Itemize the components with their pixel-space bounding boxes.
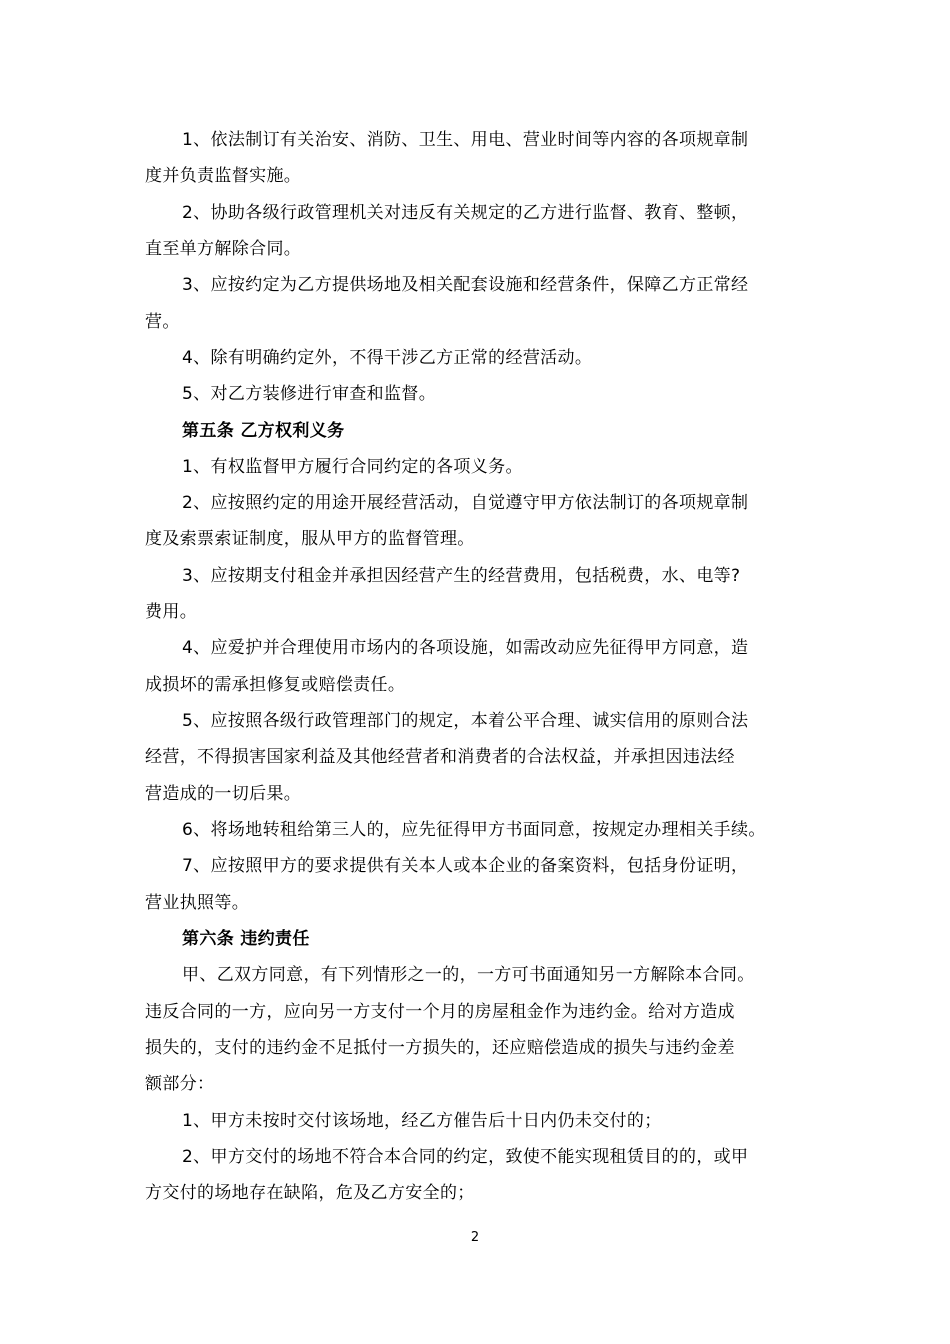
text-line: 方交付的场地存在缺陷，危及乙方安全的；: [145, 1183, 475, 1203]
text-line: 营造成的一切后果。: [145, 784, 302, 804]
text-line: 2、协助各级行政管理机关对违反有关规定的乙方进行监督、教育、整顿，: [182, 203, 749, 223]
text-line: 7、应按照甲方的要求提供有关本人或本企业的备案资料，包括身份证明，: [182, 856, 749, 876]
text-line: 营业执照等。: [145, 893, 250, 913]
text-line: 甲、乙双方同意，有下列情形之一的，一方可书面通知另一方解除本合同。: [182, 965, 755, 985]
text-line: 营。: [145, 312, 180, 332]
text-line: 直至单方解除合同。: [145, 239, 302, 259]
text-line: 费用。: [145, 602, 198, 622]
text-line: 2、甲方交付的场地不符合本合同的约定，致使不能实现租赁目的的，或甲: [182, 1147, 749, 1167]
page-number: 2: [470, 1230, 480, 1245]
section-heading-article-5: 第五条 乙方权利义务: [182, 421, 345, 441]
text-line: 度及索票索证制度，服从甲方的监督管理。: [145, 529, 475, 549]
text-line: 1、甲方未按时交付该场地，经乙方催告后十日内仍未交付的；: [182, 1111, 662, 1131]
text-line: 5、应按照各级行政管理部门的规定，本着公平合理、诚实信用的原则合法: [182, 711, 749, 731]
text-line: 经营，不得损害国家利益及其他经营者和消费者的合法权益，并承担因违法经: [145, 747, 735, 767]
text-line: 3、应按约定为乙方提供场地及相关配套设施和经营条件，保障乙方正常经: [182, 275, 749, 295]
text-line: 1、有权监督甲方履行合同约定的各项义务。: [182, 457, 523, 477]
text-line: 成损坏的需承担修复或赔偿责任。: [145, 675, 406, 695]
text-line: 6、将场地转租给第三人的，应先征得甲方书面同意，按规定办理相关手续。: [182, 820, 766, 840]
text-line: 4、应爱护并合理使用市场内的各项设施，如需改动应先征得甲方同意，造: [182, 638, 749, 658]
text-line: 4、除有明确约定外，不得干涉乙方正常的经营活动。: [182, 348, 593, 368]
text-line: 5、对乙方装修进行审查和监督。: [182, 384, 437, 404]
text-line: 度并负责监督实施。: [145, 166, 302, 186]
text-line: 2、应按照约定的用途开展经营活动，自觉遵守甲方依法制订的各项规章制: [182, 493, 749, 513]
text-line: 3、应按期支付租金并承担因经营产生的经营费用，包括税费，水、电等?: [182, 566, 741, 586]
text-line: 额部分：: [145, 1074, 215, 1094]
section-heading-article-6: 第六条 违约责任: [182, 929, 310, 949]
text-line: 违反合同的一方，应向另一方支付一个月的房屋租金作为违约金。给对方造成: [145, 1002, 735, 1022]
text-line: 损失的，支付的违约金不足抵付一方损失的，还应赔偿造成的损失与违约金差: [145, 1038, 735, 1058]
text-line: 1、依法制订有关治安、消防、卫生、用电、营业时间等内容的各项规章制: [182, 130, 749, 150]
